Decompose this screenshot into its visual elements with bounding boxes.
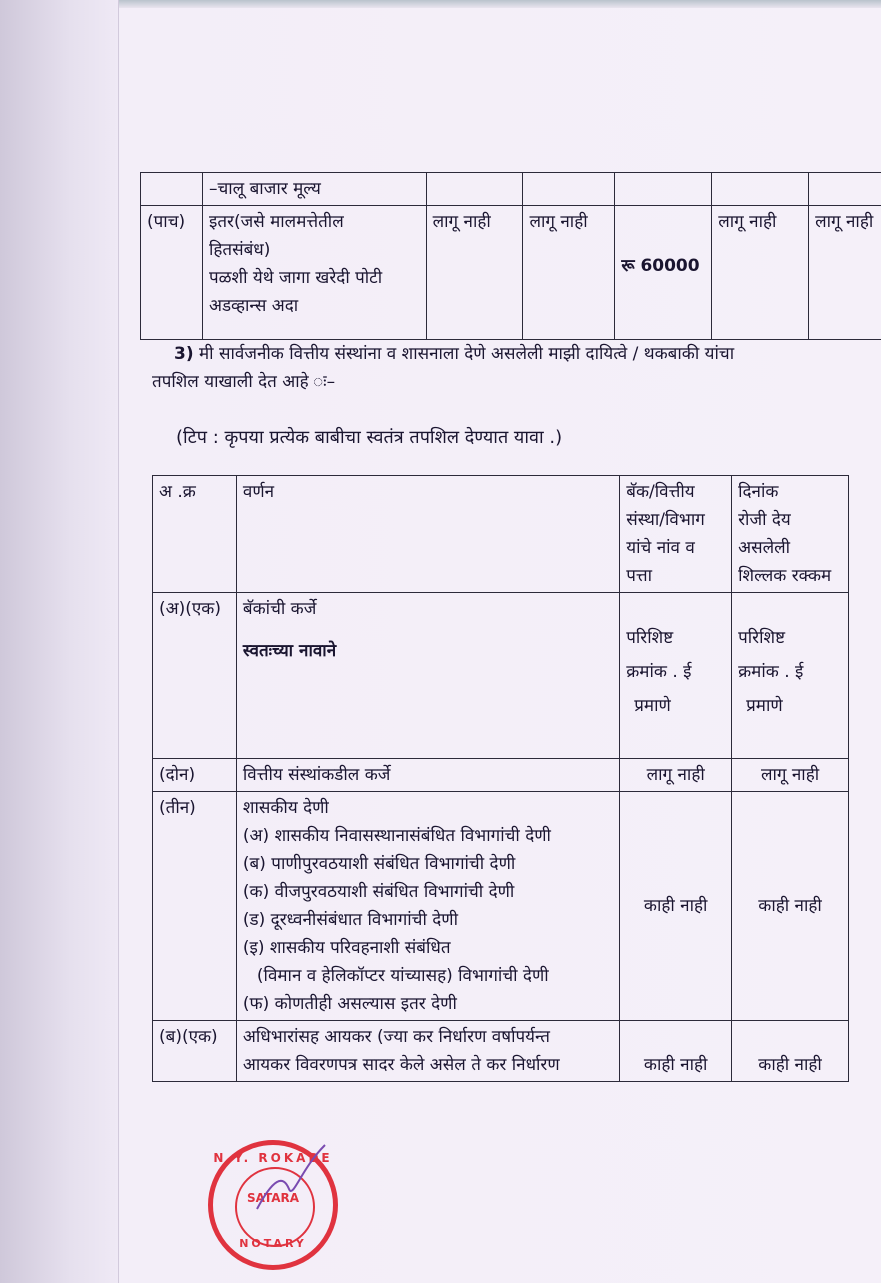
cell-line: यांचे नांव व — [626, 538, 695, 558]
table-cell — [236, 1021, 619, 1082]
table-cell: लागू नाही — [712, 206, 809, 340]
table-cell: लागू नाही — [732, 759, 849, 792]
table-cell: (तीन) — [153, 792, 237, 1021]
section-number: 3) — [174, 344, 194, 364]
table-cell — [615, 206, 712, 340]
cell-line: अडव्हान्स अदा — [208, 296, 299, 316]
stamp-city-text: SATARA — [246, 1191, 300, 1205]
cell-line: प्रमाणे — [746, 696, 783, 716]
cell-line: बॅक/वित्तीय — [626, 482, 695, 502]
cell-line: (विमान व हेलिकॉप्टर यांच्यासह) विभागांची देणी — [256, 966, 549, 986]
note-text: (टिप : कृपया प्रत्येक बाबीचा स्वतंत्र तपशिल देण्यात यावा .) — [176, 427, 563, 448]
cell-line: प्रमाणे — [634, 696, 671, 716]
table-cell — [141, 173, 203, 206]
cell-line: अधिभारांसह आयकर (ज्या कर निर्धारण वर्षापर्यन्त — [242, 1027, 550, 1047]
cell-line: पळशी येथे जागा खरेदी पोटी — [208, 268, 383, 288]
cell-line: इतर(जसे मालमत्तेतील — [208, 212, 344, 232]
cell-line: परिशिष्ट — [626, 628, 674, 648]
table-cell: वित्तीय संस्थांकडील कर्जे — [236, 759, 619, 792]
cell-line: स्वतःच्या नावाने — [242, 641, 337, 661]
binding-margin — [0, 0, 119, 1283]
table-row — [141, 206, 881, 340]
cell-line: शिल्लक रक्कम — [738, 566, 832, 586]
section-3-line-1 — [174, 340, 734, 368]
table-cell — [732, 593, 849, 759]
table-cell: लागू नाही — [523, 206, 615, 340]
table-cell — [236, 792, 619, 1021]
assets-table-continued — [140, 172, 881, 340]
table-cell — [809, 173, 881, 206]
cell-line: संस्था/विभाग — [626, 510, 705, 530]
scan-top-edge — [0, 0, 881, 8]
table-row — [153, 593, 849, 759]
table-cell — [620, 593, 732, 759]
header-cell — [732, 476, 849, 593]
table-cell — [712, 173, 809, 206]
cell-line: हितसंबंध) — [208, 240, 271, 260]
table-row — [141, 173, 881, 206]
table-cell — [615, 173, 712, 206]
cell-line: रोजी देय — [738, 510, 791, 530]
header-cell: अ .क्र — [153, 476, 237, 593]
cell-line: (क) वीजपुरवठयाशी संबंधित विभागांची देणी — [242, 882, 515, 902]
cell-line: आयकर विवरणपत्र सादर केले असेल ते कर निर्धारण — [242, 1055, 560, 1075]
cell-line: शासकीय देणी — [242, 798, 329, 818]
table-cell: (दोन) — [153, 759, 237, 792]
cell-line: क्रमांक . ई — [626, 662, 692, 682]
table-cell — [236, 593, 619, 759]
header-cell — [620, 476, 732, 593]
cell-line: परिशिष्ट — [738, 628, 786, 648]
cell-line: (ड) दूरध्वनीसंबंधात विभागांची देणी — [242, 910, 458, 930]
cell-line: बॅकांची कर्जे — [242, 599, 317, 619]
cell-value: काही नाही — [643, 1055, 708, 1075]
table-cell — [202, 206, 426, 340]
cell-line: (ब) पाणीपुरवठयाशी संबंधित विभागांची देणी — [242, 854, 516, 874]
cell-line: (अ) शासकीय निवासस्थानासंबंधित विभागांची देणी — [242, 826, 551, 846]
table-cell — [523, 173, 615, 206]
cell-line: पत्ता — [626, 566, 653, 586]
table-row — [153, 792, 849, 1021]
amount-value: रू 60000 — [621, 256, 700, 276]
table-cell: लागू नाही — [426, 206, 523, 340]
table-header-row — [153, 476, 849, 593]
cell-value: काही नाही — [643, 896, 708, 916]
stamp-bottom-text: NOTARY — [239, 1237, 307, 1250]
table-cell: (ब)(एक) — [153, 1021, 237, 1082]
cell-value: काही नाही — [758, 1055, 822, 1075]
section-3-line-2: तपशिल याखाली देत आहे ः– — [152, 372, 336, 392]
table-row — [153, 1021, 849, 1082]
cell-line: (फ) कोणतीही असल्यास इतर देणी — [242, 994, 457, 1014]
table-cell — [732, 792, 849, 1021]
cell-line: (इ) शासकीय परिवहनाशी संबंधित — [242, 938, 451, 958]
stamp-top-text: N.Y. ROKADE — [213, 1151, 333, 1165]
cell-line: असलेली — [738, 538, 791, 558]
notary-stamp — [208, 1140, 338, 1270]
table-cell: लागू नाही — [809, 206, 881, 340]
table-cell — [620, 792, 732, 1021]
table-cell: (पाच) — [141, 206, 203, 340]
section-text: मी सार्वजनीक वित्तीय संस्थांना व शासनाला देणे असलेली माझी दायित्वे / थकबाकी यांचा — [193, 344, 735, 364]
table-cell: (अ)(एक) — [153, 593, 237, 759]
header-cell: वर्णन — [236, 476, 619, 593]
table-cell — [732, 1021, 849, 1082]
table-cell — [426, 173, 523, 206]
table-cell — [620, 1021, 732, 1082]
table-row — [153, 759, 849, 792]
table-cell: लागू नाही — [620, 759, 732, 792]
liabilities-table — [152, 475, 849, 1082]
cell-line: क्रमांक . ई — [738, 662, 804, 682]
table-cell: –चालू बाजार मूल्य — [202, 173, 426, 206]
signature-icon — [253, 1139, 333, 1219]
cell-line: दिनांक — [738, 482, 779, 502]
cell-value: काही नाही — [758, 896, 822, 916]
